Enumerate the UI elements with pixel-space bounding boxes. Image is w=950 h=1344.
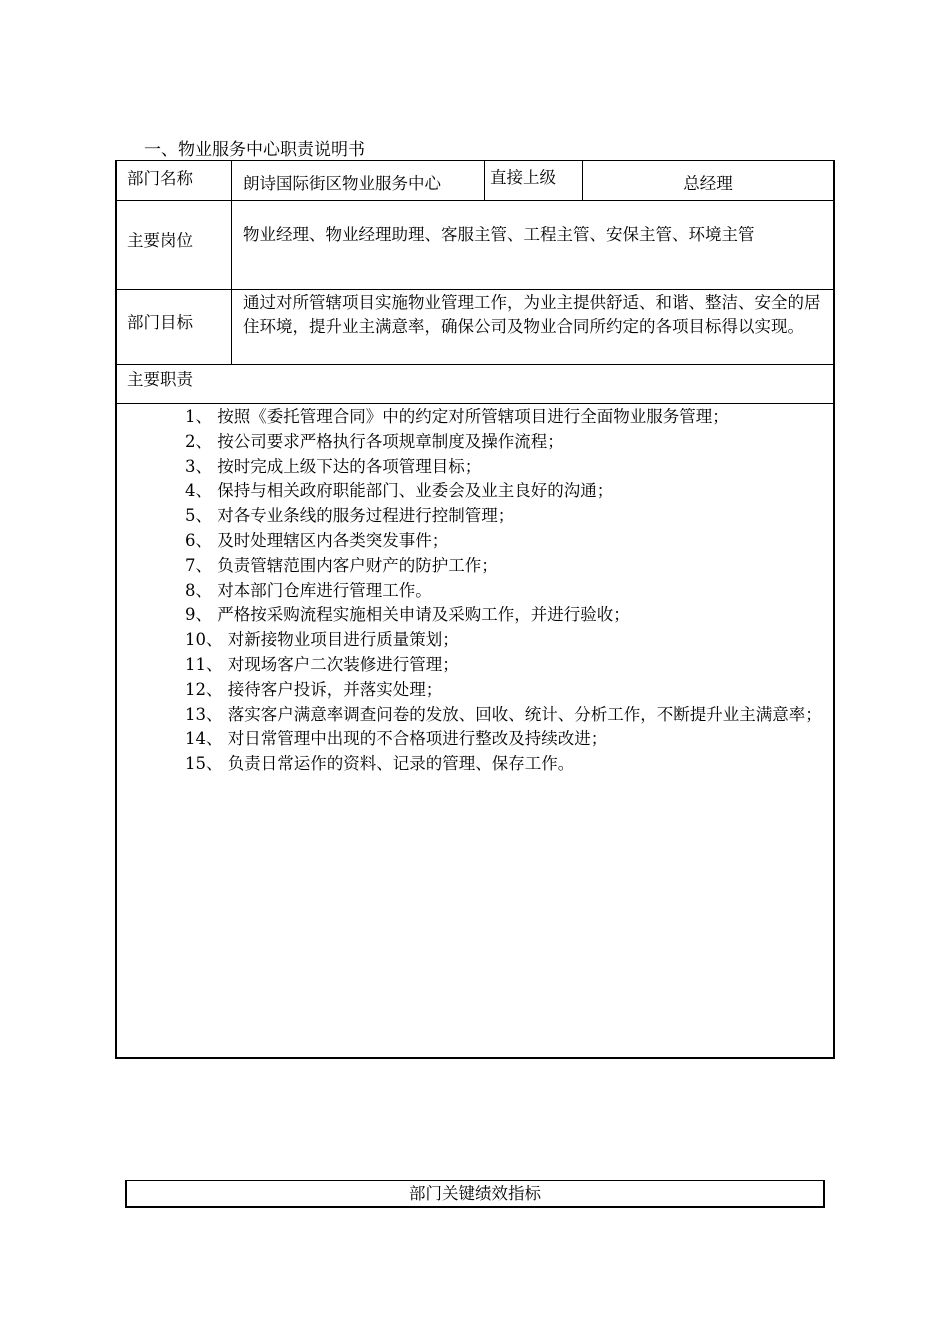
duty-item: 12、 接待客户投诉，并落实处理； (185, 679, 443, 699)
positions-value: 物业经理、物业经理助理、客服主管、工程主管、安保主管、环境主管 (243, 225, 755, 244)
duties-label: 主要职责 (127, 370, 193, 389)
goal-value: 通过对所管辖项目实施物业管理工作，为业主提供舒适、和谐、整洁、安全的居住环境，提升业主满意率，确保公司及物业合同所约定的各项目标得以实现。 (243, 293, 821, 336)
duty-item: 9、 严格按采购流程实施相关申请及采购工作，并进行验收； (185, 605, 630, 625)
row-divider (117, 403, 833, 404)
positions-label: 主要岗位 (127, 231, 193, 250)
duty-item: 1、 按照《委托管理合同》中的约定对所管辖项目进行全面物业服务管理； (185, 407, 729, 426)
column-divider (484, 161, 485, 200)
superior-label: 直接上级 (490, 168, 556, 187)
row-divider (117, 364, 833, 365)
superior-value: 总经理 (683, 174, 733, 193)
duty-item: 5、 对各专业条线的服务过程进行控制管理； (185, 506, 515, 526)
duty-item: 4、 保持与相关政府职能部门、业委会及业主良好的沟通； (185, 481, 614, 501)
duty-item: 15、 负责日常运作的资料、记录的管理、保存工作。 (185, 754, 575, 774)
duty-item: 11、 对现场客户二次装修进行管理； (185, 654, 459, 674)
duty-item: 14、 对日常管理中出现的不合格项进行整改及持续改进； (185, 729, 608, 749)
duties-list (143, 405, 827, 777)
kpi-table-header: 部门关键绩效指标 (125, 1180, 825, 1208)
duty-item: 3、 按时完成上级下达的各项管理目标； (185, 456, 482, 476)
dept-name-value: 朗诗国际街区物业服务中心 (243, 174, 441, 193)
dept-name-label: 部门名称 (127, 169, 193, 188)
duty-item: 2、 按公司要求严格执行各项规章制度及操作流程； (185, 431, 564, 451)
row-divider (117, 289, 833, 290)
duty-item: 8、 对本部门仓库进行管理工作。 (185, 580, 432, 600)
row-divider (117, 200, 833, 201)
column-divider (231, 161, 232, 364)
section-heading: 一、物业服务中心职责说明书 (144, 140, 365, 160)
duty-item: 7、 负责管辖范围内客户财产的防护工作； (185, 555, 498, 575)
responsibility-table (115, 160, 835, 1059)
duty-item: 6、 及时处理辖区内各类突发事件； (185, 530, 449, 550)
duty-item: 10、 对新接物业项目进行质量策划； (185, 630, 459, 650)
duty-item: 13、 落实客户满意率调查问卷的发放、回收、统计、分析工作，不断提升业主满意率； (185, 704, 822, 724)
goal-label: 部门目标 (127, 313, 193, 332)
